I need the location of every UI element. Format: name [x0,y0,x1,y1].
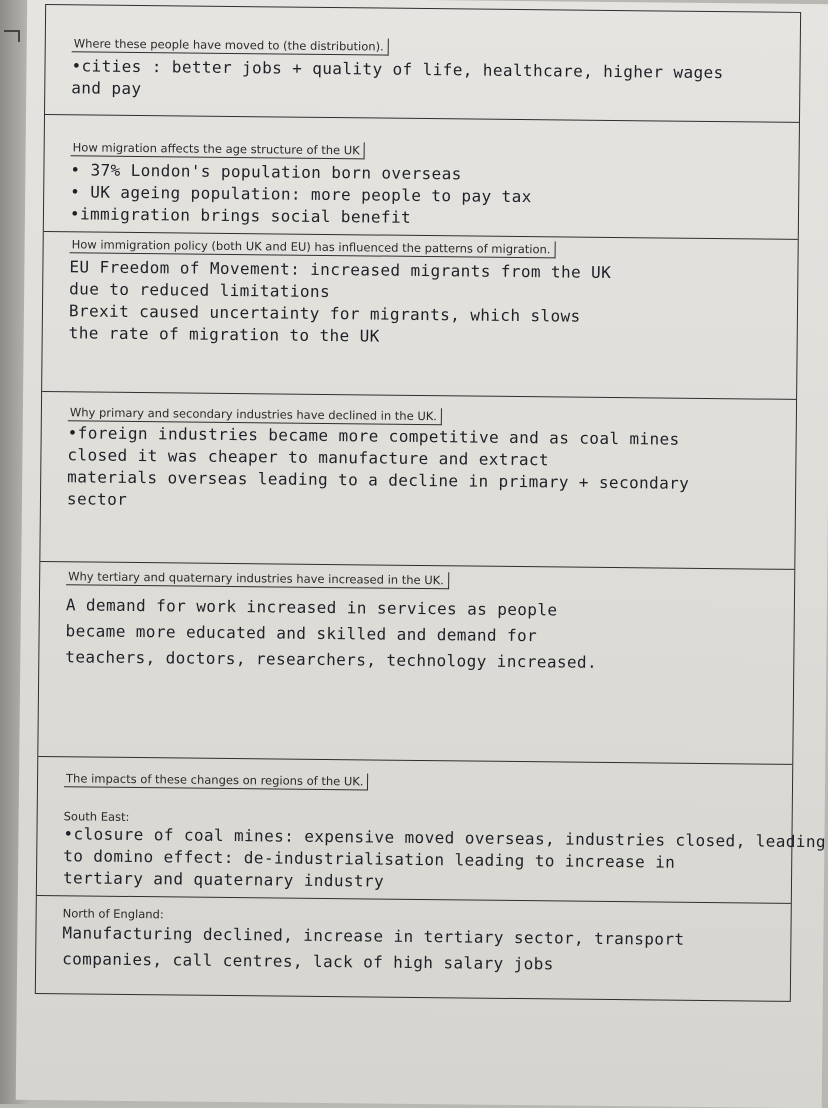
handwritten-line: tertiary and quaternary industry [62,868,385,891]
region-south-east [62,809,827,896]
handwritten-line: materials overseas leading to a decline in primary + secondary [67,467,690,493]
handwritten-line: • 37% London's population born overseas [70,160,462,184]
section-distribution [45,5,800,123]
handwritten-line: companies, call centres, lack of high salary jobs [62,949,554,974]
handwritten-line: •closure of coal mines: expensive moved overseas, industries closed, leading [63,824,827,852]
section-label: The impacts of these changes on regions of the UK. [64,770,369,790]
section-label: Where these people have moved to (the distribution). [72,35,389,55]
section-immigration-policy [42,232,798,400]
handwritten-line: due to reduced limitations [69,279,331,302]
handwritten-line: •immigration brings social benefit [69,204,412,227]
handwritten-line: Brexit caused uncertainty for migrants, which slows [68,301,581,326]
section-primary-secondary [40,392,796,570]
worksheet-paper [16,0,828,1108]
handwritten-line: to domino effect: de-industrialisation leading to increase in [63,846,676,872]
worksheet-table [35,4,827,1002]
handwritten-line: the rate of migration to the UK [68,323,380,346]
handwritten-line: sector [66,489,128,509]
section-tertiary-quaternary [38,562,794,765]
handwritten-line: closed it was cheaper to manufacture and extract [67,445,550,470]
handwritten-line: became more educated and skilled and demand for [65,621,538,646]
handwritten-line: teachers, doctors, researchers, technology increased. [65,647,598,672]
section-label: Why primary and secondary industries have declined in the UK. [68,404,442,425]
section-label: How immigration policy (both UK and EU) has influenced the patterns of migration. [70,236,556,258]
handwritten-line: •foreign industries became more competitive and as coal mines [67,423,680,449]
region-label: North of England: [62,906,164,922]
handwritten-line: Manufacturing declined, increase in tertiary sector, transport [62,923,685,949]
region-label: South East: [63,809,130,824]
handwritten-line: •cities : better jobs + quality of life, healthcare, higher wages [71,56,724,83]
section-regional-impacts [36,757,827,1001]
section-age-structure [44,115,799,240]
section-label: How migration affects the age structure of the UK [71,139,365,159]
region-north-england [36,895,791,980]
handwritten-line: EU Freedom of Movement: increased migrants from the UK [69,257,612,282]
section-label: Why tertiary and quaternary industries have increased in the UK. [66,568,449,589]
handwritten-line: A demand for work increased in services as people [65,595,558,620]
background-mark [4,30,20,42]
handwritten-line: • UK ageing population: more people to pay tax [70,182,532,207]
handwritten-line: and pay [71,78,142,99]
